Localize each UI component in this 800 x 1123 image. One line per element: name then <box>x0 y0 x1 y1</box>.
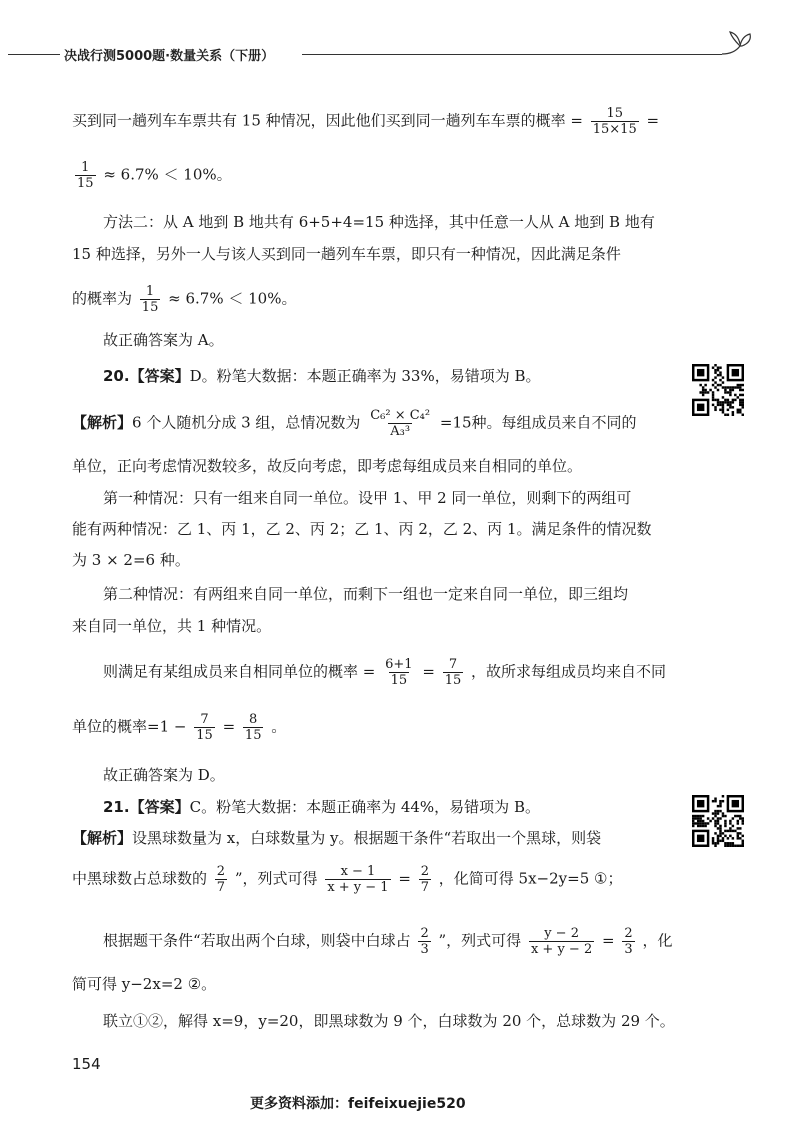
fraction <box>140 284 161 315</box>
text: 设黑球数量为 x，白球数量为 y。根据题干条件“若取出一个黑球，则袋 <box>132 829 602 847</box>
text: = <box>222 717 236 736</box>
answer-tag: 【答案】 <box>129 367 190 385</box>
text: 。 <box>271 717 287 736</box>
text-line <box>103 657 666 688</box>
fraction-numerator: 2 <box>420 864 429 879</box>
text: 单位的概率=1 − <box>72 717 187 736</box>
fraction <box>419 864 431 895</box>
fraction <box>443 657 464 688</box>
text-line: 来自同一单位，共 1 种情况。 <box>72 617 272 635</box>
text: = <box>398 869 411 888</box>
text: =15种。每组成员来自不同的 <box>439 413 637 432</box>
text-line: 能有两种情况：乙 1、丙 1，乙 2、丙 2；乙 1、丙 2，乙 2、丙 1。满足条件的情况数 <box>72 520 652 538</box>
text-line <box>72 408 637 439</box>
fraction-denominator: 3 <box>624 942 633 957</box>
text-line <box>72 864 622 895</box>
text: = <box>422 662 435 681</box>
text-line: 方法二：从 A 地到 B 地共有 6+5+4=15 种选择，其中任意一人从 A 地到 B 地有 <box>103 213 655 231</box>
text-line <box>72 712 286 743</box>
fraction-numerator: C₆² × C₄² <box>370 408 431 423</box>
text-line <box>72 160 232 191</box>
question-number: 21. <box>103 798 130 816</box>
fraction-numerator: 8 <box>249 712 258 727</box>
text-line: 单位，正向考虑情况数较多，故反向考虑，即考虑每组成员来自相同的单位。 <box>72 457 583 475</box>
fraction-denominator: 3 <box>420 942 429 957</box>
text-line: 第一种情况：只有一组来自同一单位。设甲 1、甲 2 同一单位，则剩下的两组可 <box>103 489 632 507</box>
answer-tag: 【答案】 <box>129 798 190 816</box>
header-rule-left <box>8 54 60 55</box>
text-line <box>72 106 659 137</box>
analysis-tag: 【解析】 <box>72 413 133 432</box>
question-21-answer <box>103 797 540 817</box>
fraction <box>325 864 390 895</box>
fraction-denominator: 15 <box>77 176 94 191</box>
footer-text: 更多资料添加：feifeixuejie520 <box>250 1096 466 1112</box>
fraction <box>215 864 227 895</box>
text: ，化简可得 5x−2y=5 ①； <box>438 869 623 888</box>
text-line: 故正确答案为 A。 <box>103 331 224 349</box>
text: = <box>602 931 615 950</box>
fraction <box>194 712 215 743</box>
header-title: 决战行测5000题·数量关系（下册） <box>64 49 275 64</box>
text-line <box>72 284 296 315</box>
fraction <box>243 712 264 743</box>
text-line <box>72 828 601 848</box>
page-number: 154 <box>72 1055 101 1073</box>
analysis-tag: 【解析】 <box>72 829 133 847</box>
fraction-denominator: A₃³ <box>390 424 411 439</box>
fraction <box>368 408 432 439</box>
fraction-numerator: 2 <box>216 864 226 879</box>
fraction <box>383 657 414 688</box>
fraction-denominator: x + y − 2 <box>530 942 593 957</box>
text-line <box>103 926 672 957</box>
fraction <box>622 926 634 957</box>
text: ”，列式可得 <box>234 869 318 888</box>
qr-code-icon <box>692 795 744 847</box>
text: ，故所求每组成员均来自不同 <box>471 662 667 681</box>
qr-code-icon <box>692 364 744 416</box>
fraction-denominator: 15 <box>141 300 159 315</box>
question-number: 20. <box>103 367 130 385</box>
fraction-numerator: 7 <box>448 657 458 672</box>
fraction <box>591 106 639 137</box>
fraction-denominator: 15 <box>196 728 213 743</box>
fraction-numerator: 6+1 <box>385 657 413 672</box>
fraction-denominator: 7 <box>420 880 429 895</box>
text-line: 简可得 y−2x=2 ②。 <box>72 975 217 993</box>
fraction <box>529 926 594 957</box>
fraction-numerator: 1 <box>81 160 90 175</box>
fraction-denominator: 15 <box>390 673 408 688</box>
text: = <box>646 111 660 130</box>
text: 中黑球数占总球数的 <box>72 869 208 888</box>
fraction <box>75 160 96 191</box>
text: ，化 <box>642 931 673 950</box>
header-rule-right <box>302 54 722 55</box>
text: C。粉笔大数据：本题正确率为 44%，易错项为 B。 <box>189 798 540 816</box>
fraction-numerator: 7 <box>200 712 209 727</box>
question-20-answer <box>103 366 541 386</box>
fraction-numerator: 2 <box>420 926 429 941</box>
fraction-numerator: 1 <box>145 284 155 299</box>
fraction-numerator: 15 <box>606 106 624 121</box>
text: ”，列式可得 <box>438 931 522 950</box>
text-line: 为 3 × 2=6 种。 <box>72 551 190 569</box>
fraction-numerator: y − 2 <box>544 926 579 941</box>
text: D。粉笔大数据：本题正确率为 33%，易错项为 B。 <box>189 367 541 385</box>
text: ≈ 6.7% ＜ 10%。 <box>103 165 232 184</box>
text: 买到同一趟列车车票共有 15 种情况，因此他们买到同一趟列车车票的概率 = <box>72 111 583 130</box>
fraction <box>418 926 430 957</box>
text-line: 故正确答案为 D。 <box>103 766 225 784</box>
fraction-denominator: 15×15 <box>592 122 637 137</box>
text: 的概率为 <box>72 289 133 308</box>
text: 6 个人随机分成 3 组，总情况数为 <box>132 413 361 432</box>
text-line: 第二种情况：有两组来自同一单位，而剩下一组也一定来自同一单位，即三组均 <box>103 585 629 603</box>
fraction-denominator: 15 <box>244 728 262 743</box>
fraction-denominator: 15 <box>444 673 462 688</box>
sprout-icon <box>720 28 760 60</box>
fraction-numerator: x − 1 <box>340 864 376 879</box>
text-line: 联立①②，解得 x=9，y=20，即黑球数为 9 个，白球数为 20 个，总球数为 29 个。 <box>103 1012 675 1030</box>
fraction-denominator: 7 <box>216 880 226 895</box>
text-line: 15 种选择，另外一人与该人买到同一趟列车车票，即只有一种情况，因此满足条件 <box>72 245 621 263</box>
text: 根据题干条件“若取出两个白球，则袋中白球占 <box>103 931 411 950</box>
fraction-numerator: 2 <box>624 926 633 941</box>
text: ≈ 6.7% ＜ 10%。 <box>168 289 297 308</box>
fraction-denominator: x + y − 1 <box>327 880 389 895</box>
text: 则满足有某组成员来自相同单位的概率 = <box>103 662 376 681</box>
